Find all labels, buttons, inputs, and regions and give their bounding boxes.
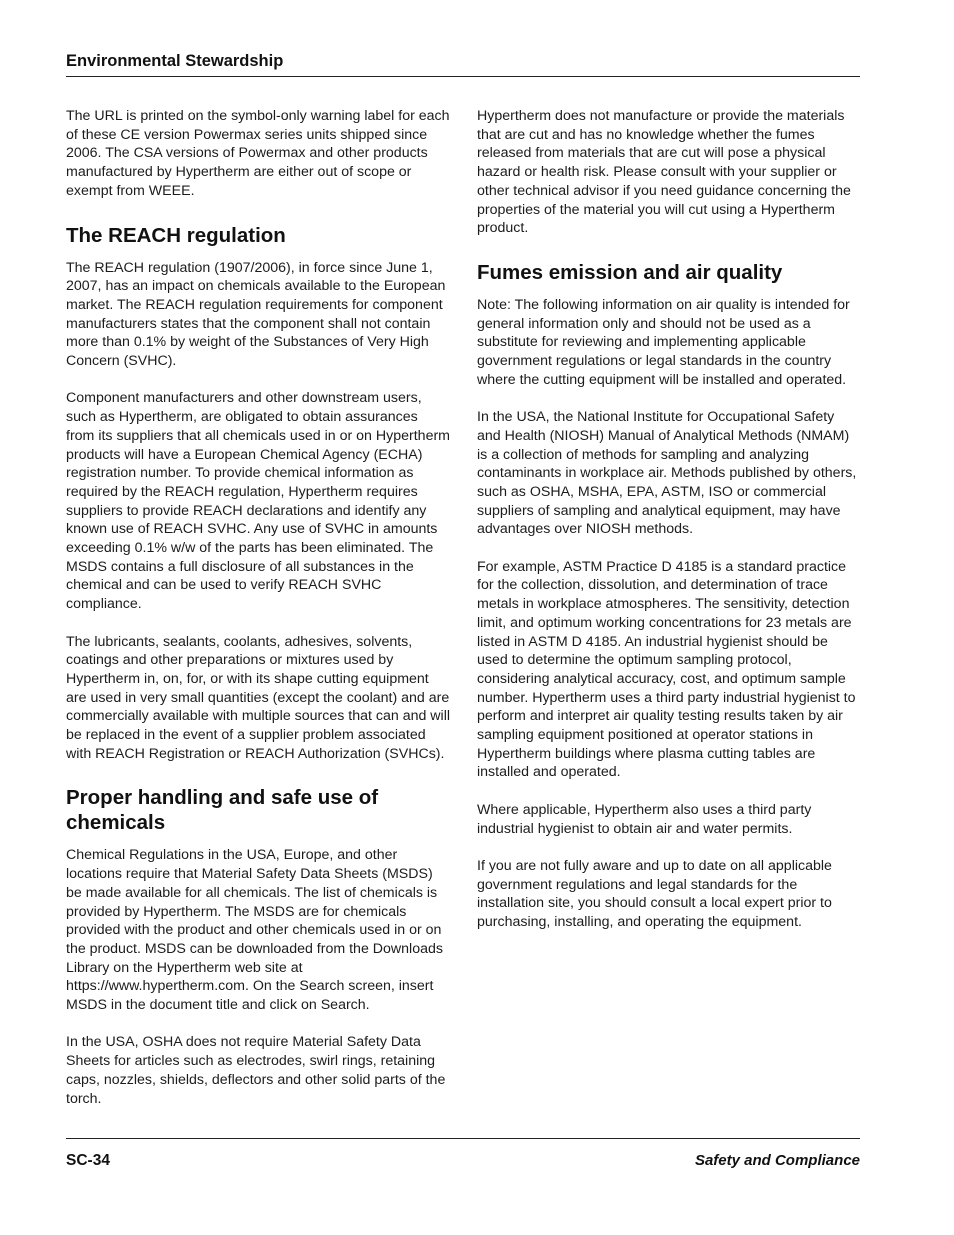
- paragraph-materials: Hypertherm does not manufacture or provide the materials that are cut and has no knowledge whether the fumes released from materials that are cut will pose a physical hazard or health risk. Please consult with your supplier or other technical advisor if you need guidance concerning the properties of the material you will cut using a Hypertherm product.: [477, 108, 851, 237]
- page-number: SC-34: [66, 1152, 110, 1169]
- paragraph-fumes-5: If you are not fully aware and up to date on all applicable government regulations and legal standards for the installation site, you should consult a local expert prior to purchasing, installing, and operating the equipment.: [477, 857, 832, 931]
- paragraph-handling-1: Chemical Regulations in the USA, Europe, and other locations require that Material Safety Data Sheets (MSDS) be made available for all chemicals. The list of chemicals is provided by Hypertherm. The MSDS are for chemicals provided with the product and other chemicals used in or on the product. MSDS can be downloaded from the Downloads Library on the Hypertherm web site at https://www.hypertherm.com. On the Search screen, insert MSDS in the document title and click on Search.: [66, 847, 443, 1014]
- paragraph-reach-1: The REACH regulation (1907/2006), in force since June 1, 2007, has an impact on chemicals available to the European market. The REACH regulation requirements for component manufacturers states that the component shall not contain more than 0.1% by weight of the Substances of Very High Concern (SVHC).: [66, 259, 446, 370]
- page-header: [66, 52, 860, 77]
- heading-reach: The REACH regulation: [66, 223, 286, 247]
- heading-handling: Proper handling and safe use of chemicals: [66, 786, 379, 835]
- left-column: [66, 107, 450, 1127]
- paragraph-fumes-4: Where applicable, Hypertherm also uses a third party industrial hygienist to obtain air and water permits.: [477, 801, 812, 837]
- paragraph-reach-2: Component manufacturers and other downstream users, such as Hypertherm, are obligated to obtain assurances from its suppliers that all chemicals used in or on Hypertherm products will have a European Chemical Agency (ECHA) registration number. To provide chemical information as required by the REACH regulation, Hypertherm requires suppliers to provide REACH declarations and identify any known use of REACH SVHC. Any use of SVHC in amounts exceeding 0.1% w/w of the parts has been eliminated. The MSDS contains a full disclosure of all substances in the chemical and can be used to verify REACH SVHC compliance.: [66, 390, 451, 613]
- paragraph-fumes-1: Note: The following information on air quality is intended for general information only and should not be used as a substitute for reviewing and implementing applicable government regulations or legal standards in the country where the cutting equipment will be installed and operated.: [477, 296, 850, 388]
- heading-fumes: Fumes emission and air quality: [477, 260, 783, 284]
- page-footer: [66, 1138, 860, 1170]
- header-title: Environmental Stewardship: [66, 52, 284, 70]
- paragraph-weee-url: The URL is printed on the symbol-only warning label for each of these CE version Powermax series units shipped since 2006. The CSA versions of Powermax and other products manufactured by Hypertherm are either out of scope or exempt from WEEE.: [66, 108, 450, 199]
- paragraph-handling-2: In the USA, OSHA does not require Material Safety Data Sheets for articles such as electrodes, swirl rings, retaining caps, nozzles, shields, deflectors and other solid parts of the torch.: [66, 1034, 446, 1107]
- paragraph-reach-3: The lubricants, sealants, coolants, adhesives, solvents, coatings and other preparations or mixtures used by Hypertherm in, on, for, or with its shape cutting equipment are used in very small quantities (except the coolant) and are commercially available with multiple sources that can and will be replaced in the event of a supplier problem associated with REACH Registration or REACH Authorization (SVHCs).: [66, 633, 451, 762]
- right-column: [477, 107, 861, 950]
- paragraph-fumes-3: For example, ASTM Practice D 4185 is a standard practice for the collection, dissolution, and determination of trace metals in workplace atmospheres. The sensitivity, detection limit, and optimum working concentrations for 23 metals are listed in ASTM D 4185. An industrial hygienist should be used to determine the optimum sampling protocol, considering analytical accuracy, cost, and optimum sample number. Hypertherm uses a third party industrial hygienist to perform and interpret air quality testing results taken by air sampling equipment positioned at operator stations in Hypertherm buildings where plasma cutting tables are installed and operated.: [477, 558, 856, 781]
- footer-title: Safety and Compliance: [694, 1152, 860, 1169]
- paragraph-fumes-2: In the USA, the National Institute for Occupational Safety and Health (NIOSH) Manual of Analytical Methods (NMAM) is a collection of methods for sampling and analyzing contaminants in workplace air. Methods published by others, such as OSHA, MSHA, EPA, ASTM, ISO or commercial suppliers of sampling and analytical equipment, may have advantages over NIOSH methods.: [477, 409, 857, 538]
